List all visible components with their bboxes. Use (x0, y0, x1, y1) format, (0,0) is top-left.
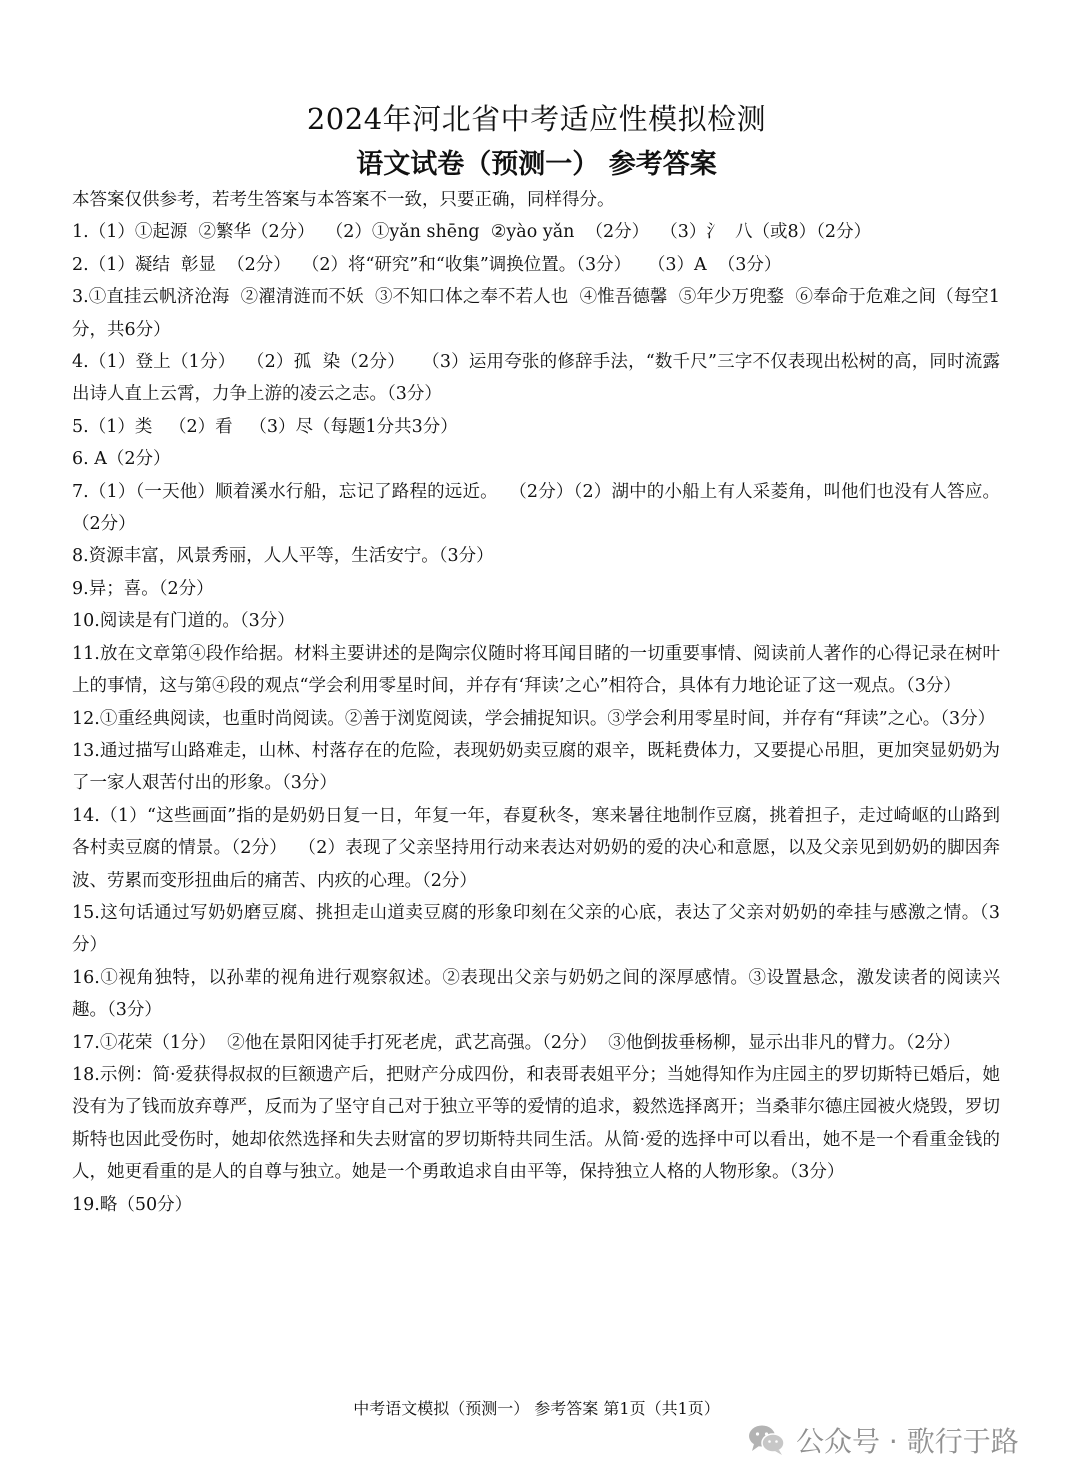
answer-line: 3.①直挂云帆济沧海 ②濯清涟而不妖 ③不知口体之奉不若人也 ④惟吾德馨 ⑤年少万兜鍪 ⑥奉命于危难之间（每空1分，共6分） (72, 287, 1000, 340)
wechat-icon (748, 1424, 786, 1456)
answer-line: 15.这句话通过写奶奶磨豆腐、挑担走山道卖豆腐的形象印刻在父亲的心底，表达了父亲对奶奶的牵挂与感激之情。（3分） (72, 902, 1000, 956)
answer-line: 11.放在文章第④段作给据。材料主要讲述的是陶宗仪随时将耳闻目睹的一切重要事情、阅读前人著作的心得记录在树叶上的事情，这与第④段的观点“学会利用零星时间，并存有‘拜读’之心”相符合，具体有力地论证了这一观点。（3分） (72, 643, 1000, 697)
answer-line: 16.①视角独特，以孙辈的视角进行观察叙述。②表现出父亲与奶奶之间的深厚感情。③设置悬念，激发读者的阅读兴趣。（3分） (72, 967, 1000, 1021)
answer-line: 8.资源丰富，风景秀丽，人人平等，生活安宁。（3分） (72, 546, 494, 567)
answer-line: 10.阅读是有门道的。（3分） (72, 611, 295, 632)
answer-line: 19.略（50分） (72, 1194, 193, 1215)
answer-line: 14.（1）“这些画面”指的是奶奶日复一日，年复一年，春夏秋冬，寒来暑往地制作豆腐，挑着担子，走过崎岖的山路到各村卖豆腐的情景。（2分） （2）表现了父亲坚持用行动来表达对奶奶的爱的决心和意愿，以及父亲见到奶奶的脚因奔波、劳累而变形扭曲后的痛苦、内疚的心理。（2分） (72, 805, 1000, 891)
page-title: 2024年河北省中考适应性模拟检测 (306, 102, 767, 136)
page-footer: 中考语文模拟（预测一） 参考答案 第1页（共1页） (353, 1399, 720, 1418)
answer-line: 1.（1）①起源 ②繁华（2分） （2）①yǎn shēng ②yào yǎn （2分） （3）氵 八（或8）（2分） (72, 222, 872, 243)
answer-line: 13.通过描写山路难走，山林、村落存在的危险，表现奶奶卖豆腐的艰辛，既耗费体力，又要提心吊胆，更加突显奶奶为了一家人艰苦付出的形象。（3分） (72, 740, 1000, 794)
answer-line: 7.（1）（一天他）顺着溪水行船，忘记了路程的远近。 （2分）（2）湖中的小船上有人采菱角，叫他们也没有人答应。（2分） (72, 481, 1000, 535)
answer-line: 4.（1）登上（1分） （2）孤 染（2分） （3）运用夸张的修辞手法，“数千尺”三字不仅表现出松树的高，同时流露出诗人直上云霄，力争上游的凌云之志。（3分） (72, 352, 1000, 405)
answer-line: 17.①花荣（1分） ②他在景阳冈徒手打死老虎，武艺高强。（2分） ③他倒拔垂杨柳，显示出非凡的臂力。（2分） (72, 1032, 961, 1053)
answer-line: 本答案仅供参考，若考生答案与本答案不一致，只要正确，同样得分。 (72, 190, 615, 210)
answer-line: 12.①重经典阅读，也重时尚阅读。②善于浏览阅读，学会捕捉知识。③学会利用零星时间，并存有“拜读”之心。（3分） (72, 708, 996, 729)
answer-line: 2.（1）凝结 彰显 （2分） （2）将“研究”和“收集”调换位置。（3分） （3）A （3分） (72, 254, 782, 275)
answer-line: 6. A（2分） (72, 449, 171, 470)
answer-line: 5.（1）类 （2）看 （3）尽（每题1分共3分） (72, 416, 458, 437)
watermark-text: 公众号 · 歌行于路 (796, 1425, 1019, 1458)
answer-list (72, 184, 1000, 1221)
page-subtitle: 语文试卷（预测一） 参考答案 (356, 149, 717, 180)
answer-line: 9.异；喜。（2分） (72, 578, 214, 599)
watermark (748, 1418, 1019, 1462)
answer-line: 18.示例：简·爱获得叔叔的巨额遗产后，把财产分成四份，和表哥表姐平分；当她得知作为庄园主的罗切斯特已婚后，她没有为了钱而放弃尊严，反而为了坚守自己对于独立平等的爱情的追求，毅然选择离开；当桑菲尔德庄园被火烧毁，罗切斯特也因此受伤时，她却依然选择和失去财富的罗切斯特共同生活。从简·爱的选择中可以看出，她不是一个看重金钱的人，她更看重的是人的自尊与独立。她是一个勇敢追求自由平等，保持独立人格的人物形象。（3分） (72, 1064, 1000, 1183)
